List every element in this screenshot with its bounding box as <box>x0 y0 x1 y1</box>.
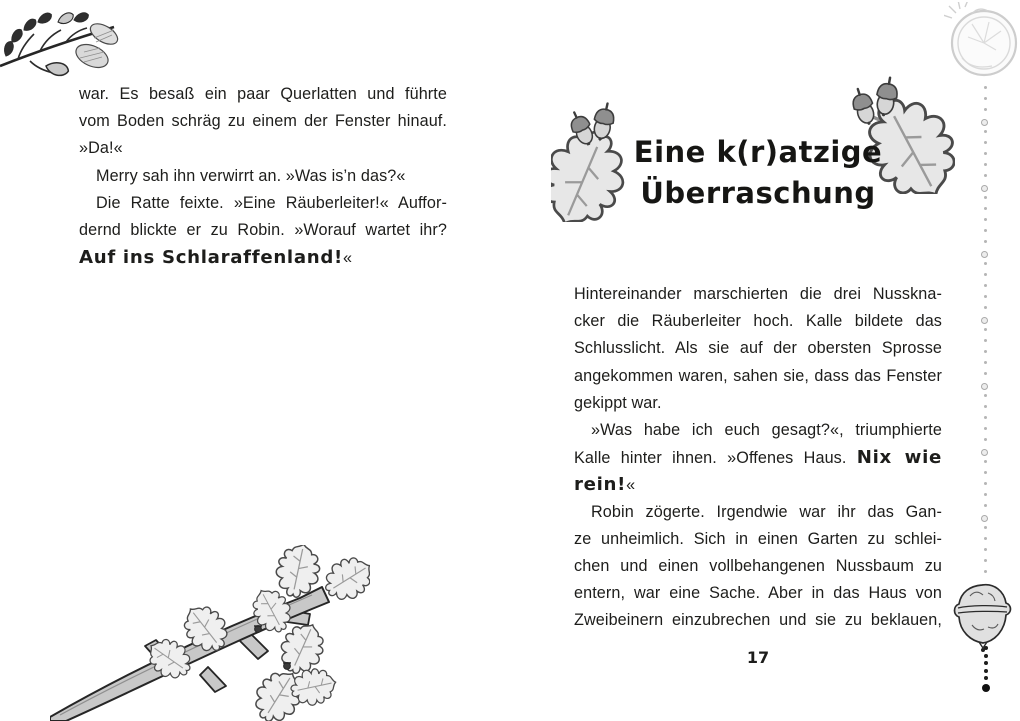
body-text: entern, war eine Sache. Aber in das Haus von <box>574 584 942 603</box>
small-dot <box>984 482 987 485</box>
ring-dot <box>981 317 988 324</box>
text-line <box>574 335 942 362</box>
small-dot <box>984 141 987 144</box>
body-text: chen und einen vollbehangenen Nussbaum zu <box>574 556 942 575</box>
small-dot <box>984 372 987 375</box>
text-line <box>79 81 447 108</box>
small-dot <box>984 471 987 474</box>
dark-dot <box>984 669 988 673</box>
ring-dot <box>981 383 988 390</box>
small-dot <box>984 86 987 89</box>
body-text: angekommen waren, sahen sie, dass das Fenster <box>574 366 942 385</box>
body-text: vom Boden schräg zu einem der Fenster hinauf. <box>79 112 447 131</box>
text-line <box>574 607 942 634</box>
body-text: Kalle hinter ihnen. »Offenes Haus. <box>574 449 857 468</box>
small-dot <box>984 416 987 419</box>
small-dot <box>984 152 987 155</box>
left-page-text <box>79 81 447 271</box>
small-dot <box>984 504 987 507</box>
body-text: Robin zögerte. Irgendwie war ihr das Gan- <box>591 502 942 521</box>
dark-dot <box>984 661 988 665</box>
small-dot <box>984 361 987 364</box>
ring-dot <box>981 251 988 258</box>
body-text: »Da!« <box>79 139 123 158</box>
hand-lettered-text: Auf ins Schlaraffenland! <box>79 247 344 269</box>
text-line <box>574 471 942 498</box>
body-text: cker die Räuberleiter hoch. Kalle bildete das <box>574 312 942 331</box>
small-dot <box>984 174 987 177</box>
small-dot <box>984 548 987 551</box>
small-dot <box>984 273 987 276</box>
chapter-heading-line1: Eine k(r)atzige <box>633 135 883 169</box>
small-dot <box>984 328 987 331</box>
small-dot <box>984 493 987 496</box>
text-line <box>574 281 942 308</box>
walnut-icon <box>950 581 1014 653</box>
small-dot <box>984 108 987 111</box>
text-line <box>574 417 942 444</box>
small-dot <box>984 163 987 166</box>
small-dot <box>984 559 987 562</box>
text-line <box>79 135 447 162</box>
text-line <box>79 163 447 190</box>
small-dot <box>984 295 987 298</box>
body-text: Hintereinander marschierten die drei Nusskna- <box>574 285 942 303</box>
body-text: « <box>626 476 636 495</box>
small-dot <box>984 438 987 441</box>
small-dot <box>984 339 987 342</box>
text-line <box>574 553 942 580</box>
ring-dot <box>981 185 988 192</box>
walnut-sketch-icon <box>944 2 1020 84</box>
body-text: Schlusslicht. Als sie auf der obersten Sprosse <box>574 339 942 358</box>
body-text: ze unheimlich. Sich in einen Garten zu schlei- <box>574 529 942 548</box>
small-dot <box>984 427 987 430</box>
text-line <box>574 526 942 553</box>
text-line <box>574 444 942 471</box>
right-page-text <box>574 281 942 634</box>
small-dot <box>984 130 987 133</box>
dark-dot <box>984 654 988 658</box>
small-dot <box>984 97 987 100</box>
small-dot <box>984 405 987 408</box>
chapter-heading <box>574 132 942 214</box>
ring-dot <box>981 119 988 126</box>
text-line <box>574 499 942 526</box>
hand-lettered-text: rein! <box>574 474 627 496</box>
text-line <box>574 308 942 335</box>
hand-lettered-text: Nix wie <box>856 447 942 469</box>
small-dot <box>984 526 987 529</box>
body-text: « <box>343 249 353 268</box>
chapter-heading-line2: Überraschung <box>640 176 876 210</box>
dark-dot <box>984 676 988 680</box>
body-text: Zweibeinern einzubrechen und sie zu beklauen, <box>574 611 942 630</box>
small-dot <box>984 207 987 210</box>
body-text: Merry sah ihn verwirrt an. »Was is’n das?« <box>96 166 406 185</box>
text-line <box>574 580 942 607</box>
body-text: Die Ratte feixte. »Eine Räuberleiter!« Auffor- <box>96 193 447 212</box>
top-left-branch-icon <box>0 0 120 92</box>
text-line <box>79 108 447 135</box>
small-dot <box>984 240 987 243</box>
small-dot <box>984 537 987 540</box>
small-dot <box>984 460 987 463</box>
small-dot <box>984 262 987 265</box>
ring-dot <box>981 449 988 456</box>
text-line <box>574 390 942 417</box>
text-line <box>79 217 447 244</box>
small-dot <box>984 196 987 199</box>
page-number: 17 <box>746 648 770 667</box>
body-text: gekippt war. <box>574 393 662 412</box>
body-text: war. Es besaß ein paar Querlatten und führte <box>79 85 447 103</box>
ring-dot <box>981 515 988 522</box>
body-text: »Was habe ich euch gesagt?«, triumphierte <box>591 420 942 439</box>
body-text: dernd blickte er zu Robin. »Worauf wartet ihr? <box>79 220 447 239</box>
small-dot <box>984 394 987 397</box>
small-dot <box>984 229 987 232</box>
text-line <box>79 244 447 271</box>
small-dot <box>984 350 987 353</box>
text-line <box>79 190 447 217</box>
small-dot <box>984 306 987 309</box>
small-dot <box>984 218 987 221</box>
small-dot <box>984 284 987 287</box>
end-dot <box>982 684 990 692</box>
bottom-left-branch-icon <box>50 545 370 721</box>
text-line <box>574 363 942 390</box>
small-dot <box>984 570 987 573</box>
